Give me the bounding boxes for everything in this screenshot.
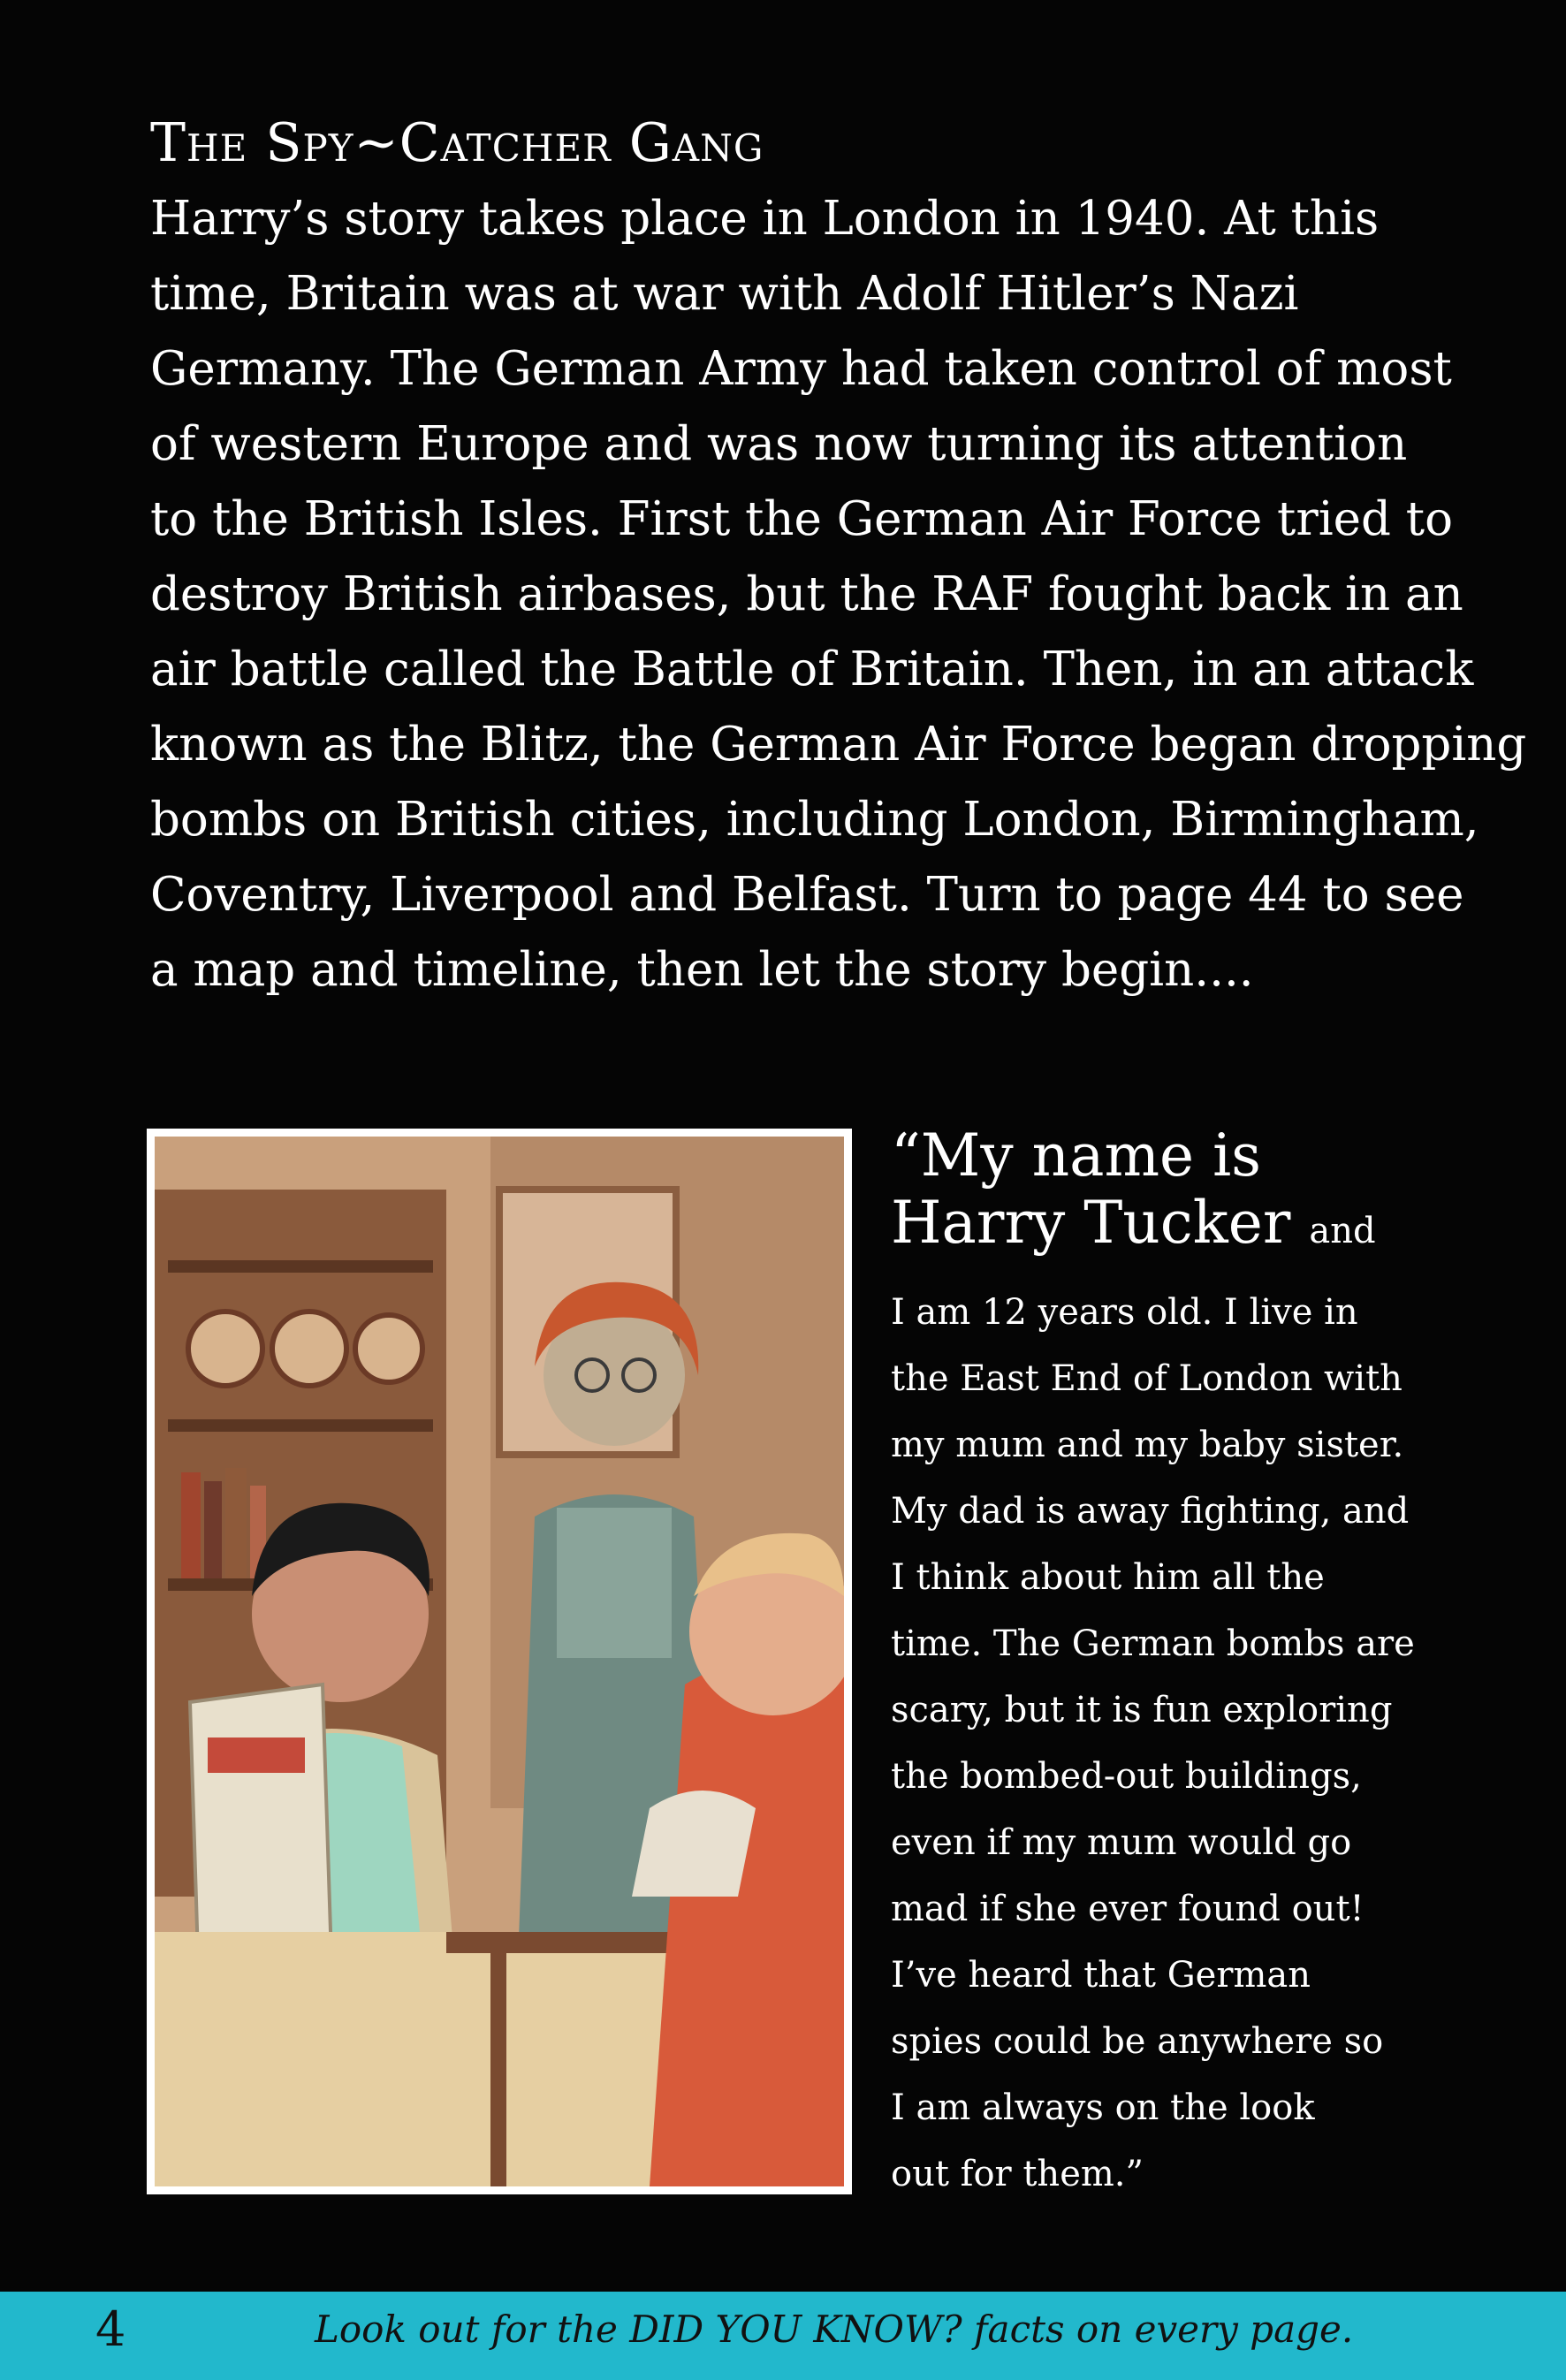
intro-line: Germany. The German Army had taken control of most <box>150 342 1452 396</box>
quote-line: spies could be anywhere so <box>891 2021 1384 2062</box>
quote-line: out for them.” <box>891 2154 1144 2194</box>
quote-heading-tail: and <box>1309 1211 1376 1251</box>
intro-line: to the British Isles. First the German Air Force tried to <box>150 492 1453 546</box>
intro-paragraph <box>150 181 1527 1008</box>
intro-line: known as the Blitz, the German Air Force began dropping <box>150 718 1527 772</box>
quote-line: the bombed-out buildings, <box>891 1756 1362 1797</box>
quote-line: even if my mum would go <box>891 1822 1352 1863</box>
character-name: Harry Tucker <box>891 1189 1291 1257</box>
intro-line: destroy British airbases, but the RAF fought back in an <box>150 567 1463 621</box>
illustration-artwork <box>155 1137 844 2186</box>
section-title: The Spy~Catcher Gang <box>150 112 764 174</box>
intro-line: Harry’s story takes place in London in 1940. At this <box>150 192 1380 246</box>
quote-line: I think about him all the <box>891 1557 1325 1598</box>
page-number: 4 <box>95 2301 126 2357</box>
quote-heading-line2 <box>891 1190 1456 1265</box>
quote-line: time. The German bombs are <box>891 1623 1415 1664</box>
quote-line: I am 12 years old. I live in <box>891 1292 1358 1333</box>
quote-line: My dad is away fighting, and <box>891 1491 1410 1532</box>
quote-line: mad if she ever found out! <box>891 1889 1365 1929</box>
footer-note: Look out for the DID YOU KNOW? facts on every page. <box>315 2308 1354 2351</box>
intro-line: air battle called the Battle of Britain. Then, in an attack <box>150 643 1474 696</box>
quote-line: my mum and my baby sister. <box>891 1425 1404 1465</box>
intro-line: of western Europe and was now turning its attention <box>150 417 1408 471</box>
quote-line: I’ve heard that German <box>891 1955 1311 1996</box>
quote-line: I am always on the look <box>891 2087 1315 2128</box>
quote-heading-line1: “My name is <box>891 1122 1262 1190</box>
quote-line: scary, but it is fun exploring <box>891 1690 1393 1730</box>
quote-line: the East End of London with <box>891 1358 1403 1399</box>
story-illustration <box>147 1129 852 2194</box>
intro-line: bombs on British cities, including London, Birmingham, <box>150 793 1479 847</box>
intro-line: time, Britain was at war with Adolf Hitler’s Nazi <box>150 267 1299 321</box>
quote-heading <box>891 1122 1456 1265</box>
intro-line: a map and timeline, then let the story begin.... <box>150 943 1254 997</box>
quote-body <box>891 1280 1456 2208</box>
intro-line: Coventry, Liverpool and Belfast. Turn to page 44 to see <box>150 868 1464 922</box>
